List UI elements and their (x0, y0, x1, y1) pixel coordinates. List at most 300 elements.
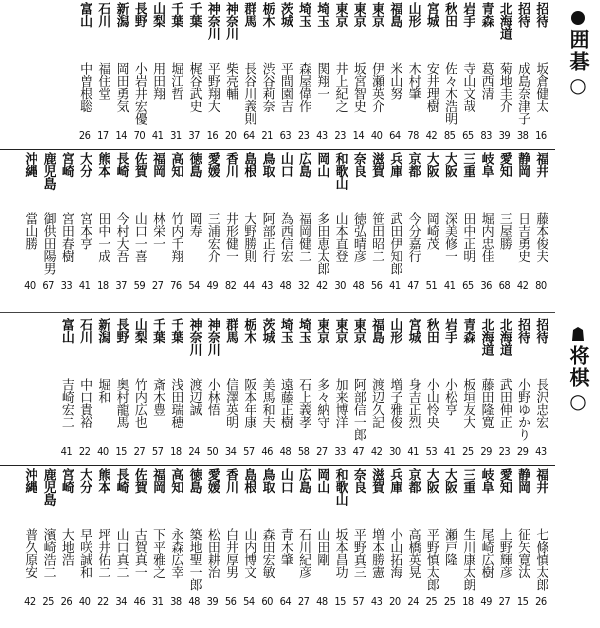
player-age: 27 (151, 279, 164, 292)
entry-column (130, 318, 148, 468)
prefecture-label: 北海道 (496, 318, 512, 356)
player-name: 岡崎茂 (423, 212, 439, 250)
entry-column (459, 2, 477, 152)
prefecture-label: 東京 (369, 2, 385, 27)
prefecture-label: 茨城 (277, 2, 293, 27)
prefecture-label: 石川 (95, 2, 111, 27)
player-age: 18 (170, 445, 182, 458)
entry-column (185, 468, 203, 618)
entry-column (441, 2, 459, 152)
player-age: 82 (224, 279, 237, 292)
player-name: 堀内忠佳 (478, 212, 494, 262)
prefecture-label: 長崎 (113, 468, 129, 493)
player-name: 普久原安 (22, 528, 38, 578)
entry-column (149, 2, 167, 152)
player-name: 瀬戸隆 (442, 528, 458, 566)
prefecture-label: 福島 (387, 2, 403, 27)
player-age: 27 (316, 445, 328, 458)
player-age: 64 (389, 129, 401, 142)
entry-column (495, 152, 513, 302)
entry-column (441, 152, 459, 302)
entry-column (404, 318, 422, 468)
player-age: 57 (243, 445, 255, 458)
player-name: 渋谷莉奈 (259, 62, 275, 112)
player-name: 當山勝 (22, 212, 38, 250)
player-age: 37 (188, 129, 200, 142)
prefecture-label: 東京 (314, 318, 330, 343)
prefecture-label: 栃木 (259, 2, 275, 27)
player-name: 用田翔 (150, 62, 166, 100)
player-age: 18 (462, 595, 474, 608)
section-divider (0, 312, 555, 313)
prefecture-label: 大阪 (423, 468, 439, 493)
prefecture-label: 東京 (350, 2, 366, 27)
player-age: 56 (370, 279, 383, 292)
entry-column (76, 318, 94, 468)
entry-column (514, 152, 532, 302)
player-age: 36 (480, 279, 492, 292)
player-age: 63 (279, 129, 292, 142)
entry-column (495, 468, 513, 618)
player-age: 49 (206, 279, 219, 292)
player-name: 下平雅之 (150, 528, 166, 578)
entry-column (331, 468, 349, 618)
prefecture-label: 岩手 (442, 318, 458, 343)
prefecture-label: 沖縄 (22, 468, 38, 493)
player-age: 65 (462, 129, 474, 142)
player-age: 25 (42, 595, 54, 608)
entry-column (495, 318, 513, 468)
entry-column (459, 468, 477, 618)
player-age: 42 (425, 129, 438, 142)
prefecture-label: 福岡 (150, 468, 166, 493)
player-name: 安井理樹 (423, 62, 439, 112)
player-name: 高橋英晃 (405, 528, 421, 578)
prefecture-label: 群馬 (223, 318, 239, 343)
player-name: 佐々木浩明 (442, 62, 458, 125)
player-age: 47 (352, 445, 365, 458)
player-age: 25 (443, 595, 456, 608)
player-name: 永森広幸 (168, 528, 184, 578)
player-name: 平野慎太郎 (423, 528, 439, 591)
prefecture-label: 鹿児島 (40, 468, 56, 506)
player-age: 51 (425, 279, 438, 292)
prefecture-label: 鳥取 (259, 152, 275, 177)
prefecture-label: 長野 (113, 318, 129, 343)
row-divider (0, 149, 555, 150)
player-age: 14 (352, 129, 365, 142)
player-name: 中曽根聡 (77, 62, 93, 112)
player-name: 福岡健二 (296, 212, 312, 262)
entry-column (112, 468, 130, 618)
player-age: 40 (78, 595, 91, 608)
player-age: 56 (224, 595, 237, 608)
player-name: 井形健一 (223, 212, 239, 262)
entry-column (386, 2, 404, 152)
player-age: 70 (133, 129, 146, 142)
player-name: 生川康太朗 (460, 528, 476, 591)
prefecture-label: 山形 (405, 2, 421, 27)
prefecture-label: 福井 (533, 152, 549, 177)
prefecture-label: 山梨 (150, 2, 166, 27)
prefecture-label: 埼玉 (296, 2, 312, 27)
player-name: 増子雅俊 (387, 378, 403, 428)
entry-column (404, 152, 422, 302)
player-name: 中口貴裕 (77, 378, 93, 428)
shogi-title: 将棋○ (566, 345, 590, 415)
player-name: 御供田陽男 (40, 212, 56, 275)
player-age: 41 (60, 445, 73, 458)
entry-column (477, 468, 495, 618)
prefecture-label: 高知 (168, 468, 184, 493)
entry-column (76, 152, 94, 302)
entry-column (495, 2, 513, 152)
player-name: 大地浩 (58, 528, 74, 566)
prefecture-label: 秋田 (442, 2, 458, 27)
entry-column (276, 2, 294, 152)
player-name: 福住堂 (95, 62, 111, 100)
player-name: 阿部正行 (259, 212, 275, 262)
player-age: 31 (151, 595, 164, 608)
player-name: 小松亨 (442, 378, 458, 416)
entry-column (276, 318, 294, 468)
player-age: 39 (498, 129, 511, 142)
prefecture-label: 愛媛 (204, 468, 220, 493)
entry-column (331, 318, 349, 468)
player-age: 15 (334, 595, 346, 608)
entry-column (459, 152, 477, 302)
player-age: 20 (389, 595, 401, 608)
entry-column (94, 318, 112, 468)
player-name: 松田耕治 (204, 528, 220, 578)
prefecture-label: 長崎 (113, 152, 129, 177)
entry-column (240, 468, 258, 618)
player-name: 三屋勝 (496, 212, 512, 250)
prefecture-label: 大阪 (423, 152, 439, 177)
entry-column (240, 152, 258, 302)
player-age: 25 (462, 445, 474, 458)
player-age: 26 (78, 129, 91, 142)
entry-column (185, 2, 203, 152)
player-name: 寺山文哉 (460, 62, 476, 112)
prefecture-label: 招待 (515, 318, 531, 343)
shogi-piece-icon (570, 326, 586, 342)
player-age: 54 (188, 279, 200, 292)
prefecture-label: 山形 (387, 318, 403, 343)
player-name: 長沢忠宏 (533, 378, 549, 428)
entry-column (276, 152, 294, 302)
player-name: 築地聖一郎 (186, 528, 202, 591)
player-age: 22 (78, 445, 91, 458)
shogi-row-1 (2, 318, 550, 468)
prefecture-label: 神奈川 (204, 2, 220, 40)
entry-column (112, 318, 130, 468)
player-name: 斎木豊 (150, 378, 166, 416)
player-age: 25 (425, 595, 438, 608)
entry-column (94, 152, 112, 302)
player-age: 24 (188, 445, 200, 458)
entry-column (313, 318, 331, 468)
player-age: 20 (224, 129, 237, 142)
entry-column (222, 152, 240, 302)
entry-column (167, 468, 185, 618)
player-name: 坂本昌功 (332, 528, 348, 578)
player-name: 深美修一 (442, 212, 458, 262)
player-age: 50 (206, 445, 219, 458)
player-name: 葛西清 (478, 62, 494, 100)
entry-column (130, 468, 148, 618)
prefecture-label: 兵庫 (387, 468, 403, 493)
player-name: 竹内千翔 (168, 212, 184, 262)
player-name: 今村大吾 (113, 212, 129, 262)
entry-column (349, 2, 367, 152)
prefecture-label: 岡山 (314, 152, 330, 177)
player-name: 武田伊知郎 (387, 212, 403, 275)
player-age: 33 (334, 445, 346, 458)
player-age: 33 (60, 279, 73, 292)
shogi-section (0, 318, 600, 623)
player-name: 井上紀之 (332, 62, 348, 112)
player-name: 上野輝彦 (496, 528, 512, 578)
player-age: 42 (316, 279, 328, 292)
entry-column (94, 2, 112, 152)
player-age: 78 (407, 129, 419, 142)
go-row-2 (2, 152, 550, 302)
player-age: 30 (334, 279, 346, 292)
prefecture-label: 茨城 (259, 318, 275, 343)
player-name: 伊瀬英介 (369, 62, 385, 112)
player-age: 48 (316, 595, 328, 608)
player-age: 48 (279, 445, 292, 458)
player-name: 竹内広也 (131, 378, 147, 428)
entry-column (532, 318, 550, 468)
entry-column (477, 318, 495, 468)
prefecture-label: 香川 (223, 468, 239, 493)
player-age: 23 (498, 445, 511, 458)
player-age: 40 (24, 279, 36, 292)
player-name: 平間園吉 (277, 62, 293, 112)
prefecture-label: 岡山 (314, 468, 330, 493)
prefecture-label: 大阪 (442, 152, 458, 177)
player-name: 石上義孝 (296, 378, 312, 428)
player-age: 23 (297, 129, 310, 142)
player-name: 徳弘晴彦 (350, 212, 366, 262)
go-stone-icon (570, 10, 586, 26)
prefecture-label: 千葉 (168, 2, 184, 27)
player-name: 美馬和夫 (259, 378, 275, 428)
prefecture-label: 沖縄 (22, 152, 38, 177)
entry-column (149, 318, 167, 468)
prefecture-label: 招待 (515, 2, 531, 27)
prefecture-label: 岐阜 (478, 468, 494, 493)
entry-column (459, 318, 477, 468)
entry-column (112, 152, 130, 302)
entry-column (167, 2, 185, 152)
player-name: 田中正明 (460, 212, 476, 262)
player-age: 29 (480, 445, 492, 458)
prefecture-label: 和歌山 (332, 468, 348, 506)
prefecture-label: 東京 (332, 318, 348, 343)
entry-column (404, 468, 422, 618)
player-name: 古賀真一 (131, 528, 147, 578)
prefecture-label: 栃木 (241, 318, 257, 343)
prefecture-label: 新潟 (113, 2, 129, 27)
player-age: 58 (297, 445, 310, 458)
prefecture-label: 宮崎 (58, 152, 74, 177)
prefecture-label: 千葉 (150, 318, 166, 343)
player-name: 山田剛 (314, 528, 330, 566)
prefecture-label: 佐賀 (131, 468, 147, 493)
entry-column (21, 152, 39, 302)
player-name: 今分嘉行 (405, 212, 421, 262)
entry-column (203, 2, 221, 152)
player-age: 34 (115, 595, 127, 608)
prefecture-label: 三重 (460, 468, 476, 493)
player-name: 板垣友大 (460, 378, 476, 428)
player-age: 41 (443, 279, 456, 292)
entry-column (76, 2, 94, 152)
player-name: 青木肇 (277, 528, 293, 566)
entry-column (57, 152, 75, 302)
player-age: 24 (407, 595, 419, 608)
prefecture-label: 大阪 (442, 468, 458, 493)
shogi-row-2 (2, 468, 550, 618)
entry-column (94, 468, 112, 618)
player-age: 32 (297, 279, 310, 292)
player-name: 米山努 (387, 62, 403, 100)
entry-column (404, 2, 422, 152)
entry-column (57, 468, 75, 618)
entry-column (349, 468, 367, 618)
entry-column (258, 152, 276, 302)
go-section (0, 2, 600, 307)
entry-column (57, 318, 75, 468)
player-name: 藤田隆寛 (478, 378, 494, 428)
prefecture-label: 徳島 (186, 152, 202, 177)
prefecture-label: 青森 (460, 318, 476, 343)
entry-column (203, 152, 221, 302)
player-age: 43 (261, 279, 273, 292)
player-name: 多田恵太郎 (314, 212, 330, 275)
prefecture-label: 秋田 (423, 318, 439, 343)
player-name: 笹田昭二 (369, 212, 385, 262)
prefecture-label: 島根 (241, 468, 257, 493)
player-name: 為西信宏 (277, 212, 293, 262)
entry-column (76, 468, 94, 618)
player-age: 60 (261, 595, 273, 608)
player-age: 27 (133, 445, 146, 458)
player-name: 石川紀彦 (296, 528, 312, 578)
player-age: 38 (170, 595, 182, 608)
entry-column (532, 468, 550, 618)
player-age: 40 (97, 445, 109, 458)
player-age: 15 (115, 445, 127, 458)
player-age: 48 (279, 279, 292, 292)
prefecture-label: 広島 (296, 152, 312, 177)
entry-column (149, 152, 167, 302)
prefecture-label: 神奈川 (186, 318, 202, 356)
player-name: 三浦宏介 (204, 212, 220, 262)
prefecture-label: 奈良 (350, 152, 366, 177)
player-age: 49 (480, 595, 492, 608)
prefecture-label: 東京 (332, 2, 348, 27)
prefecture-label: 山梨 (131, 318, 147, 343)
player-name: 関翔一 (314, 62, 330, 100)
entry-column (422, 2, 440, 152)
prefecture-label: 岐阜 (478, 152, 494, 177)
player-age: 44 (243, 279, 255, 292)
prefecture-label: 大分 (77, 152, 93, 177)
entry-column (514, 468, 532, 618)
player-age: 53 (425, 445, 438, 458)
player-name: 柴亮輔 (223, 62, 239, 100)
entry-column (368, 318, 386, 468)
go-title-block (560, 10, 596, 99)
prefecture-label: 群馬 (241, 2, 257, 27)
entry-column (295, 152, 313, 302)
player-name: 梶谷武史 (186, 62, 202, 112)
prefecture-label: 鹿児島 (40, 152, 56, 190)
prefecture-label: 愛知 (496, 152, 512, 177)
player-age: 57 (352, 595, 365, 608)
player-name: 大野勝則 (241, 212, 257, 262)
entry-column (21, 468, 39, 618)
go-row-1 (2, 2, 550, 152)
entry-column (167, 318, 185, 468)
player-name: 木村肇 (405, 62, 421, 100)
entry-column (368, 2, 386, 152)
prefecture-label: 滋賀 (369, 152, 385, 177)
player-name: 小山拓海 (387, 528, 403, 578)
prefecture-label: 鳥取 (259, 468, 275, 493)
entry-column (222, 318, 240, 468)
player-age: 39 (206, 595, 219, 608)
entry-column (313, 2, 331, 152)
player-name: 阿部信一郎 (350, 378, 366, 441)
entry-column (386, 152, 404, 302)
player-name: 日吉勇史 (515, 212, 531, 262)
entry-column (441, 468, 459, 618)
entry-column (167, 152, 185, 302)
player-name: 征矢寛汰 (515, 528, 531, 578)
player-age: 15 (516, 595, 529, 608)
prefecture-label: 滋賀 (369, 468, 385, 493)
entry-column (422, 318, 440, 468)
prefecture-label: 神奈川 (223, 2, 239, 40)
prefecture-label: 福岡 (150, 152, 166, 177)
entry-column (258, 468, 276, 618)
prefecture-label: 徳島 (186, 468, 202, 493)
prefecture-label: 愛知 (496, 468, 512, 493)
player-age: 18 (97, 279, 109, 292)
entry-column (185, 152, 203, 302)
prefecture-label: 石川 (77, 318, 93, 343)
player-name: 森屋偉作 (296, 62, 312, 112)
player-age: 41 (443, 445, 456, 458)
prefecture-label: 和歌山 (332, 152, 348, 190)
player-name: 加来博洋 (332, 378, 348, 428)
player-age: 16 (535, 129, 547, 142)
player-age: 57 (151, 445, 164, 458)
player-age: 76 (170, 279, 182, 292)
entry-column (477, 152, 495, 302)
prefecture-label: 熊本 (95, 152, 111, 177)
entry-column (368, 468, 386, 618)
player-age: 16 (206, 129, 219, 142)
player-age: 48 (188, 595, 200, 608)
entry-column (295, 2, 313, 152)
player-age: 54 (243, 595, 255, 608)
